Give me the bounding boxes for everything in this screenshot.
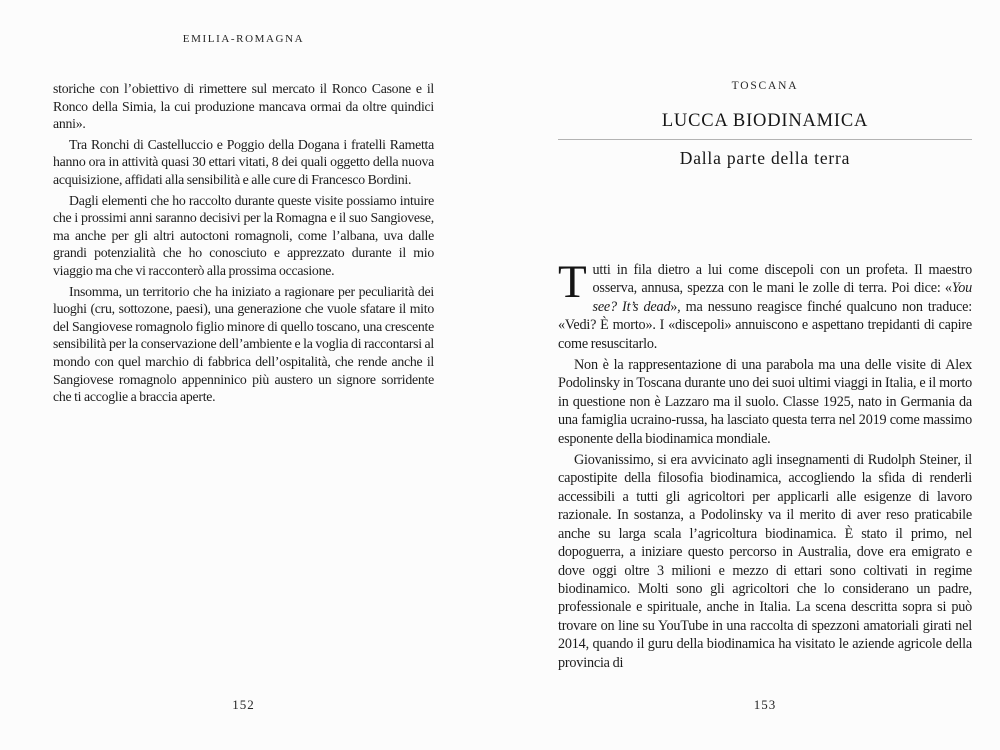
paragraph [53, 283, 434, 406]
text-run: Tra Ronchi di Castelluccio e Poggio della Dogana i fratelli Rametta hanno ora in attività quasi 30 ettari vitati, 8 dei quali oggetto della nuova acquisizione, affidati alla sensibilità e alle cure di Francesco Bordini. [53, 136, 434, 187]
text-run: Dagli elementi che ho raccolto durante queste visite possiamo intuire che i prossimi anni saranno decisivi per la Romagna e il suo Sangiovese, ma anche per gli altri autoctoni romagnoli, come l’albana, uva dalle grandi potenzialità che ho conosciuto e apprezzato durante il mio viaggio ma che vi racconterò alla prossima occasione. [53, 192, 434, 278]
text-run: Non è la rappresentazione di una parabola ma una delle visite di Alex Podolinsky in Toscana durante uno dei suoi ultimi viaggi in Italia, e il morto in questione non è Lazzaro ma il suolo. Classe 1925, nato in Germania da una famiglia ucraino-russa, ha lasciato questa terra nel 2019 come massimo esponente della biodinamica mondiale. [558, 357, 972, 447]
paragraph [53, 80, 434, 133]
paragraph [558, 451, 972, 672]
chapter-title: LUCCA BIODINAMICA [661, 111, 869, 131]
drop-cap: T [558, 256, 587, 308]
region-kicker: TOSCANA [731, 80, 799, 92]
right-page [558, 0, 972, 750]
paragraph [558, 356, 972, 448]
left-page [53, 0, 434, 750]
left-page-number: 152 [232, 697, 255, 712]
paragraph [53, 136, 434, 189]
paragraph [53, 192, 434, 280]
left-page-body [53, 80, 434, 409]
text-run: Insomma, un territorio che ha iniziato a ragionare per peculiarità dei luoghi (cru, sottozone, paesi), una generazione che vuole sfatare il mito del Sangiovese romagnolo figlio minore di quello toscano, una crescente sensibilità per la conservazione dell’ambiente e la voglia di raccontarsi al mondo con quel marchio di fabbrica dell’ospitalità, che rende anche il Sangiovese romagnolo appenninico più austero un signore sorridente che ti accoglie a braccia aperte. [53, 283, 434, 405]
right-page-number: 153 [753, 697, 777, 712]
right-page-body [558, 256, 972, 675]
text-run: », ma nessuno reagisce finché qualcuno non traduce: «Vedi? È morto». I «discepoli» annuiscono e aspettano trepidanti di capire come resuscitarlo. [558, 298, 972, 352]
italic-text-run: You see? It’s dead [592, 280, 972, 315]
chapter-subtitle: Dalla parte della terra [679, 148, 851, 168]
text-run: Giovanissimo, si era avvicinato agli insegnamenti di Rudolph Steiner, il capostipite della filosofia biodinamica, accogliendo la sfida di renderli accessibili a tutti gli agricoltori per applicarli alle esigenze di lavoro razionale. In sostanza, a Podolinsky va il merito di aver reso praticabile anche su larga scala l’agricoltura biodinamica. È stato il primo, nel dopoguerra, a iniziare questo percorso in Australia, dove era emigrato e dove oggi oltre 3 milioni e mezzo di ettari sono coltivati in regime biodinamico. Molti sono gli agricoltori che lo considerano un padre, professionale e spirituale, anche in Italia. La scena descritta sopra si può trovare on line su YouTube in una raccolta di spezzoni amatoriali girati nel 2014, quando il guru della biodinamica ha visitato le aziende agricole della provincia di [558, 452, 972, 671]
paragraph [558, 256, 972, 353]
running-header: EMILIA-ROMAGNA [182, 33, 305, 45]
text-run: storiche con l’obiettivo di rimettere sul mercato il Ronco Casone e il Ronco della Simia, la cui produzione mancava ormai da oltre quindici anni». [53, 81, 434, 132]
title-divider [558, 139, 972, 140]
text-run: utti in fila dietro a lui come discepoli con un profeta. Il maestro osserva, annusa, spezza con le mani le zolle di terra. Poi dice: « [592, 262, 972, 297]
